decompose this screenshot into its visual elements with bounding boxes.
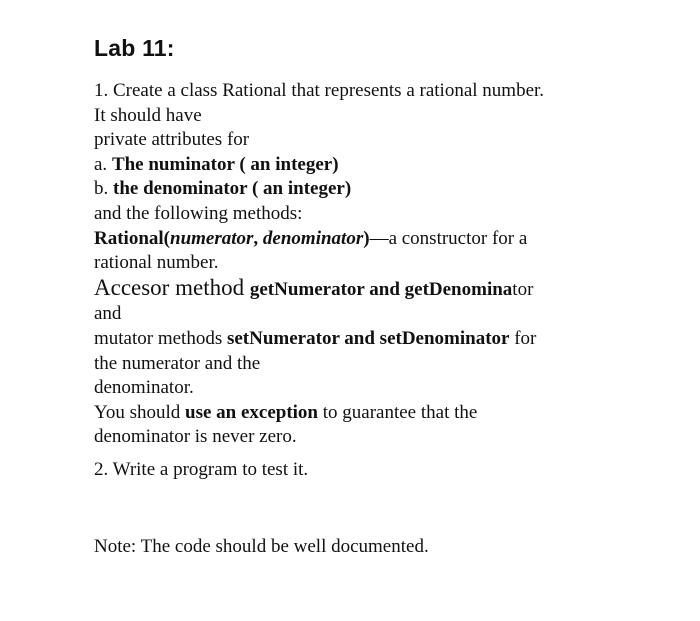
note: Note: The code should be well documented.	[94, 535, 429, 557]
exception-suffix: to guarantee that the	[318, 401, 478, 423]
attribute-a-text: The numinator ( an integer)	[111, 153, 339, 175]
attribute-a-prefix: a.	[94, 153, 112, 175]
constructor-line	[94, 227, 674, 252]
constructor-param-numerator: numerator	[170, 227, 254, 249]
page-title: Lab 11:	[94, 35, 175, 61]
question-2: 2. Write a program to test it.	[94, 458, 309, 480]
accessor-prefix: Accesor method	[94, 274, 250, 300]
exception-prefix: You should	[94, 401, 185, 423]
attribute-b	[94, 177, 674, 202]
accessor-tail: tor	[512, 278, 534, 300]
attribute-a	[94, 153, 674, 178]
exception-line-2: denominator is never zero.	[94, 426, 297, 448]
lab-document	[94, 34, 674, 559]
mutator-line-3: denominator.	[94, 377, 194, 399]
accessor-methods: getNumerator and getDenomina	[249, 278, 513, 300]
methods-intro: and the following methods:	[94, 202, 303, 224]
exception-line	[94, 401, 674, 426]
mutator-line	[94, 327, 674, 352]
q1-line-3: private attributes for	[94, 129, 250, 151]
constructor-name: Rational(	[94, 227, 170, 249]
q1-line-1: 1. Create a class Rational that represents a rational number.	[94, 80, 545, 101]
constructor-param-denominator: denominator	[262, 227, 364, 249]
attribute-b-prefix: b.	[94, 178, 113, 200]
mutator-prefix: mutator methods	[94, 327, 227, 349]
constructor-close: )	[363, 227, 370, 249]
mutator-suffix: for	[509, 327, 537, 349]
accessor-line	[94, 276, 674, 303]
exception-emphasis: use an exception	[185, 401, 318, 423]
q1-line-2: It should have	[94, 104, 202, 126]
constructor-description-2: rational number.	[94, 252, 219, 274]
attribute-b-text: the denominator ( an integer)	[113, 178, 352, 200]
mutator-methods: setNumerator and setDenominator	[226, 327, 510, 349]
constructor-separator: ,	[253, 227, 263, 249]
mutator-line-2: the numerator and the	[94, 352, 261, 374]
and-line: and	[94, 303, 122, 325]
constructor-description: —a constructor for a	[369, 227, 528, 249]
